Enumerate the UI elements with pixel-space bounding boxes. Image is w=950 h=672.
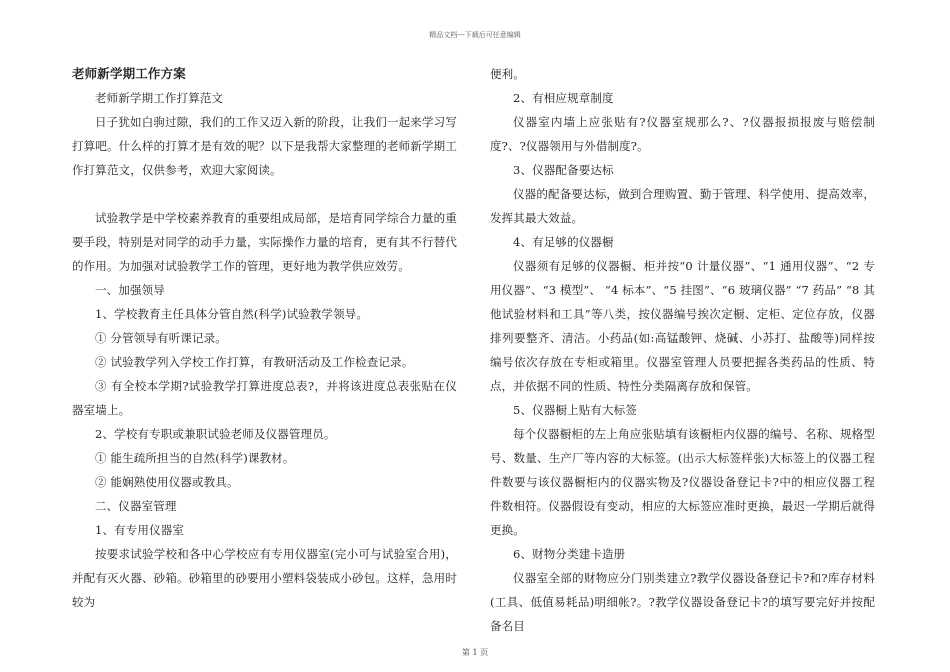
list-item: 4、有足够的仪器橱: [513, 235, 614, 249]
list-subitem: ① 分管领导有听课记录。: [95, 331, 227, 345]
list-item: 5、仪器橱上贴有大标签: [513, 403, 637, 417]
page-header-watermark: 精品文档---下载后可任意编辑: [429, 31, 521, 39]
body-paragraph: 仪器须有足够的仪器橱、柜并按“0 计量仪器”、“1 通用仪器”、“2 专用仪器”、“3 模型”、 “4 标本”、“5 挂图”、“6 玻璃仪器” “7 药品” “8 其他试验材料和工具”等八类，按仪器编号挨次定橱、定柜、定位存放，仪器排列要整齐、清洁。小药品(如:高锰酸钾、烧碱、小苏打、盐酸等)同样按编号依次存放在专柜或箱里。仪器室管理人员要把握各类药品的性质、特点，并依据不同的性质、特性分类隔离存放和保管。: [490, 259, 875, 393]
list-item: 2、学校有专职或兼职试验老师及仪器管理员。: [95, 427, 336, 441]
overview-paragraph: 试验教学是中学校素养教育的重要组成局部，是培育同学综合力量的重要手段，特别是对同学的动手力量，实际操作力量的培育，更有其不行替代的作用。为加强对试验教学工作的管理，更好地为教学供应效劳。: [72, 211, 457, 273]
list-subitem: ① 能生疏所担当的自然(科学)课教材。: [95, 451, 295, 465]
page-number: 第 1 页: [461, 648, 489, 657]
list-item: 3、仪器配备要达标: [513, 163, 614, 177]
intro-paragraph: 日子犹如白驹过隙，我们的工作又迈入新的阶段，让我们一起来学习写打算吧。什么样的打算才是有效的呢？以下是我帮大家整理的老师新学期工作打算范文，仅供参考，欢迎大家阅读。: [72, 115, 457, 177]
body-paragraph: 按要求试验学校和各中心学校应有专用仪器室(完小可与试验室合用)，并配有灭火器、砂箱。砂箱里的砂要用小塑料袋装成小砂包。这样，急用时较为: [72, 547, 457, 609]
paragraph-spacer: [72, 182, 457, 206]
document-title: 老师新学期工作方案: [72, 66, 186, 81]
right-column: [490, 62, 875, 638]
list-subitem: ② 试验教学列入学校工作打算，有教研活动及工作检查记录。: [95, 355, 414, 369]
body-paragraph: 仪器室内墙上应张贴有?仪器室规那么?、?仪器报损报废与赔偿制度?、?仪器领用与外借制度?。: [490, 115, 875, 153]
body-paragraph: 仪器的配备要达标，做到合理购置、勤于管理、科学使用、提高效率，发挥其最大效益。: [490, 187, 875, 225]
continuation-text: 便利。: [490, 67, 525, 81]
list-item: 1、有专用仪器室: [95, 523, 185, 537]
list-subitem: ③ 有全校本学期?试验教学打算进度总表?，并将该进度总表张贴在仪器室墙上。: [72, 379, 457, 417]
left-column: [72, 62, 457, 614]
list-item: 6、财物分类建卡造册: [513, 547, 626, 561]
body-paragraph: 仪器室全部的财物应分门别类建立?教学仪器设备登记卡?和?库存材料(工具、低值易耗品)明细帐?。?教学仪器设备登记卡?的填写要完好并按配备名目: [490, 571, 875, 633]
body-paragraph: 每个仪器橱柜的左上角应张贴填有该橱柜内仪器的编号、名称、规格型号、数量、生产厂等内容的大标签。(出示大标签样张)大标签上的仪器工程件数要与该仪器橱柜内的仪器实物及?仪器设备登记卡?中的相应仪器工程件数相符。仪器假设有变动，相应的大标签应准时更换，最迟一学期后就得更换。: [490, 427, 875, 537]
section-heading-instrument-room: 二、仪器室管理: [95, 499, 177, 513]
document-subtitle: 老师新学期工作打算范文: [95, 91, 224, 105]
list-subitem: ② 能娴熟使用仪器或教具。: [95, 475, 239, 489]
section-heading-leadership: 一、加强领导: [95, 283, 165, 297]
list-item: 1、学校教育主任具体分管自然(科学)试验教学领导。: [95, 307, 369, 321]
list-item: 2、有相应规章制度: [513, 91, 614, 105]
